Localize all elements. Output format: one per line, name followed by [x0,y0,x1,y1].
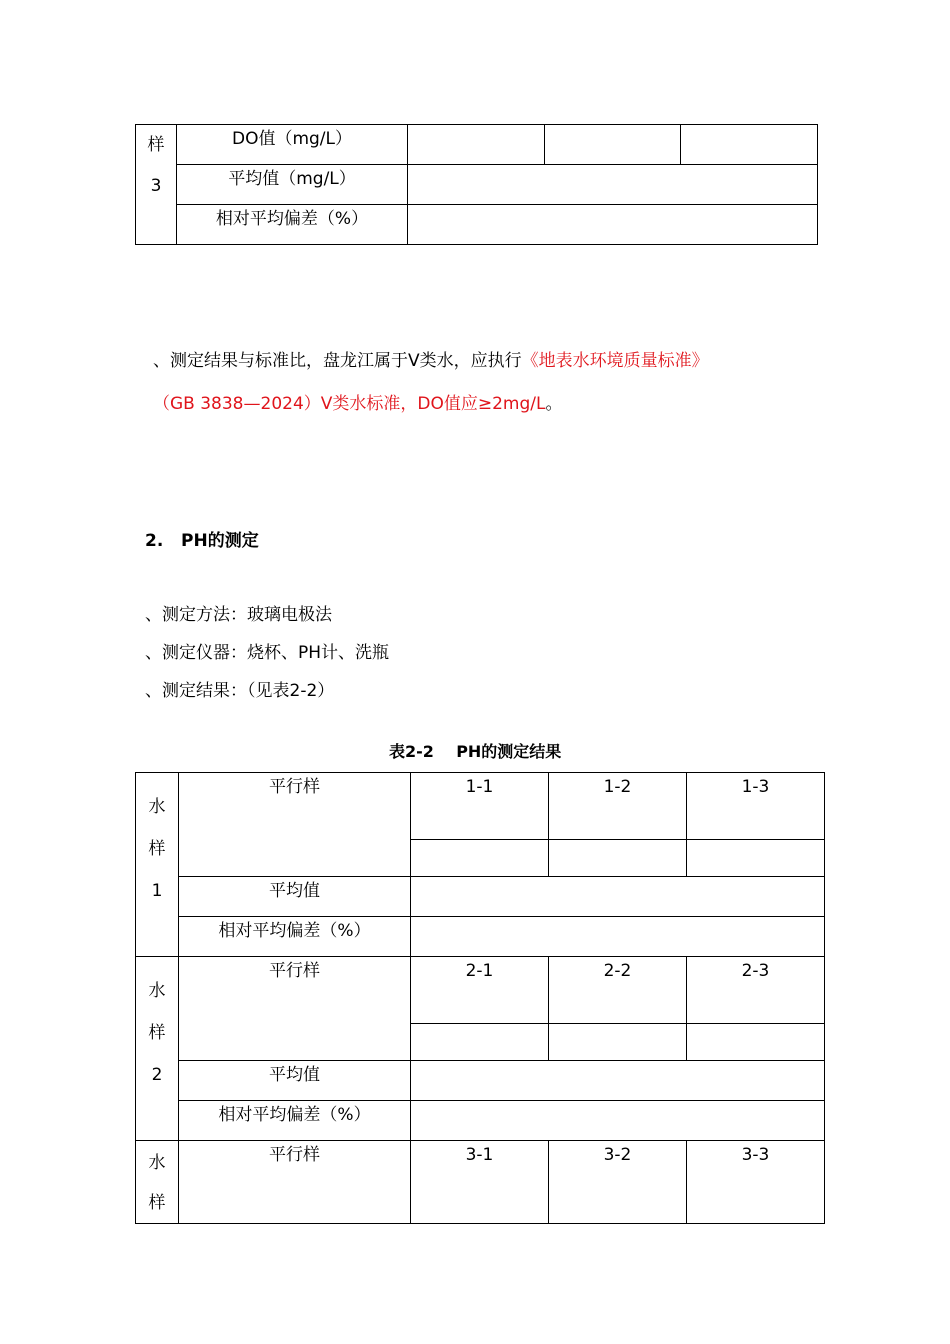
rsd-cell[interactable] [411,917,825,957]
sample-id: 1-3 [687,773,825,840]
sample-id: 3-2 [549,1141,687,1224]
rsd-cell[interactable] [408,205,818,245]
sample-id: 2-1 [411,957,549,1024]
rsd-label: 相对平均偏差（%） [177,205,408,245]
parallel-sample-label: 平行样 [179,773,411,877]
avg-cell[interactable] [411,877,825,917]
result-paragraph [153,346,709,371]
do-table-continued [135,124,818,245]
ph-value-cell[interactable] [411,840,549,877]
paragraph-prefix: 、测定结果与标准比，盘龙江属于Ⅴ类水，应执行 [153,351,522,371]
ph-results-table [135,772,825,1224]
ph-value-cell[interactable] [687,1024,825,1061]
result-item: 、测定结果：（见表2-2） [145,681,335,701]
ph-value-cell[interactable] [411,1024,549,1061]
sample-id: 1-2 [549,773,687,840]
avg-label: 平均值 [179,1061,411,1101]
rsd-label: 相对平均偏差（%） [179,917,411,957]
do-value-cell[interactable] [408,125,545,165]
side-char: 样 [148,1193,166,1213]
result-paragraph-line2 [153,389,562,414]
standard-detail: （GB 3838—2024）Ⅴ类水标准，DO值应≥2mg/L [153,394,546,414]
sample-id: 1-1 [411,773,549,840]
ph-value-cell[interactable] [687,840,825,877]
water-sample-1-label [136,773,179,957]
avg-cell[interactable] [408,165,818,205]
do-value-label: DO值（mg/L） [177,125,408,165]
side-char: 样 [148,1023,166,1043]
side-char: 1 [151,881,163,901]
do-value-cell[interactable] [545,125,681,165]
avg-cell[interactable] [411,1061,825,1101]
standard-name: 《地表水环境质量标准》 [521,351,709,371]
method-item: 、测定方法：玻璃电极法 [145,605,332,625]
avg-label: 平均值 [179,877,411,917]
paragraph-suffix: 。 [545,394,563,414]
ph-value-cell[interactable] [549,1024,687,1061]
side-char: 2 [151,1065,163,1085]
instrument-item: 、测定仪器：烧杯、PH计、洗瓶 [145,643,390,663]
sample-label-cell [136,125,177,245]
section-heading: 2. PH的测定 [145,531,259,551]
parallel-sample-label: 平行样 [179,957,411,1061]
parallel-sample-label: 平行样 [179,1141,411,1224]
sample-id: 3-1 [411,1141,549,1224]
rsd-label: 相对平均偏差（%） [179,1101,411,1141]
sample-id: 2-2 [549,957,687,1024]
sample-id: 3-3 [687,1141,825,1224]
do-value-cell[interactable] [681,125,818,165]
sample-label-char: 样 [147,135,165,155]
water-sample-3-label [136,1141,179,1224]
rsd-cell[interactable] [411,1101,825,1141]
ph-value-cell[interactable] [549,840,687,877]
side-char: 水 [148,1153,166,1173]
table-caption: 表2-2 PH的测定结果 [389,742,562,761]
side-char: 水 [148,981,166,1001]
side-char: 水 [148,797,166,817]
sample-label-char: 3 [150,176,162,196]
avg-label: 平均值（mg/L） [177,165,408,205]
water-sample-2-label [136,957,179,1141]
side-char: 样 [148,839,166,859]
sample-id: 2-3 [687,957,825,1024]
